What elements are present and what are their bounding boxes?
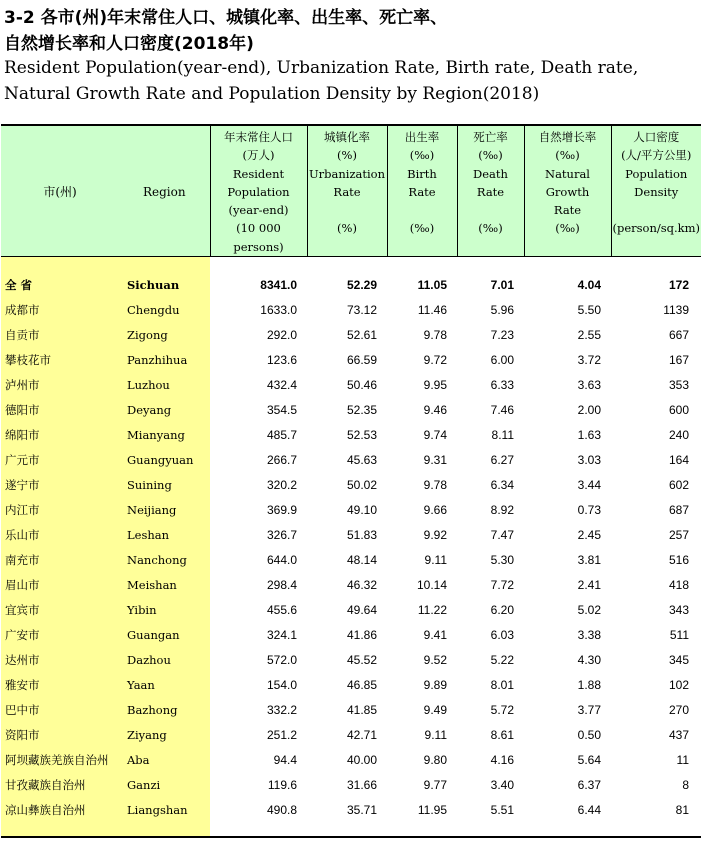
cell-resident-population: 320.2 xyxy=(266,477,297,492)
table-row xyxy=(1,597,701,622)
table-row xyxy=(1,497,701,522)
table-row xyxy=(1,572,701,597)
header-line: 人口密度 xyxy=(633,130,680,144)
cell-birth-rate: 9.66 xyxy=(423,502,447,517)
header-region-en: Region xyxy=(119,125,210,257)
table-row xyxy=(1,722,701,747)
cell-population-density: 240 xyxy=(668,427,689,442)
cell-birth-rate: 9.77 xyxy=(423,777,447,792)
cell-population-density: 516 xyxy=(668,552,689,567)
cell-death-rate: 8.11 xyxy=(491,427,514,442)
cell-death-rate: 6.34 xyxy=(490,477,514,492)
region-name-cn: 泸州市 xyxy=(1,372,119,397)
cell-death-rate: 7.46 xyxy=(490,402,514,417)
table-row xyxy=(1,297,701,322)
cell-urbanization-rate: 46.85 xyxy=(346,677,377,692)
cell-population-density: 667 xyxy=(668,327,689,342)
region-name-en: Zigong xyxy=(119,322,210,347)
cell-population-density: 81 xyxy=(675,802,689,817)
cell-resident-population: 154.0 xyxy=(266,677,297,692)
header-line: Growth xyxy=(545,184,590,199)
cell-death-rate: 8.01 xyxy=(490,677,514,692)
region-name-cn: 遂宁市 xyxy=(1,472,119,497)
header-line: Density xyxy=(634,184,679,199)
cell-natural-growth-rate: 6.37 xyxy=(577,777,601,792)
cell-urbanization-rate: 49.64 xyxy=(346,602,377,617)
table-row xyxy=(1,622,701,647)
header-line: (%) xyxy=(337,221,357,236)
header-city-cn: 市(州) xyxy=(1,125,119,257)
cell-resident-population: 354.5 xyxy=(266,402,297,417)
header-line: (人/平方公里) xyxy=(621,148,692,163)
table-row xyxy=(1,522,701,547)
header-line xyxy=(308,201,387,219)
header-line: Death xyxy=(473,166,508,181)
table-row xyxy=(1,322,701,347)
region-name-en: Nanchong xyxy=(119,547,210,572)
cell-death-rate: 6.03 xyxy=(490,627,514,642)
region-name-cn: 绵阳市 xyxy=(1,422,119,447)
cell-resident-population: 332.2 xyxy=(266,702,297,717)
cell-birth-rate: 9.31 xyxy=(423,452,447,467)
header-line: Urbanization xyxy=(308,166,386,181)
cell-death-rate: 5.30 xyxy=(490,552,514,567)
header-line: Rate xyxy=(476,184,505,199)
region-name-en: Aba xyxy=(119,747,210,772)
cell-birth-rate: 11.22 xyxy=(417,602,447,617)
header-line: 自然增长率 xyxy=(538,130,597,144)
cell-population-density: 345 xyxy=(668,652,689,667)
cell-population-density: 353 xyxy=(668,377,689,392)
cell-urbanization-rate: 52.29 xyxy=(346,277,377,292)
cell-birth-rate: 9.74 xyxy=(423,427,447,442)
region-name-cn: 宜宾市 xyxy=(1,597,119,622)
table-row xyxy=(1,447,701,472)
cell-natural-growth-rate: 5.02 xyxy=(577,602,601,617)
cell-resident-population: 644.0 xyxy=(266,552,297,567)
cell-death-rate: 7.01 xyxy=(490,277,514,292)
header-line xyxy=(612,201,702,219)
cell-resident-population: 8341.0 xyxy=(260,277,297,292)
region-name-en: Guangan xyxy=(119,622,210,647)
cell-birth-rate: 9.72 xyxy=(423,352,447,367)
cell-death-rate: 6.20 xyxy=(490,602,514,617)
cell-population-density: 257 xyxy=(668,527,689,542)
title-en-line2: Natural Growth Rate and Population Density by Region(2018) xyxy=(4,84,540,104)
region-name-en: Panzhihua xyxy=(119,347,210,372)
cell-resident-population: 490.8 xyxy=(266,802,297,817)
cell-death-rate: 8.61 xyxy=(490,727,514,742)
table-row xyxy=(1,372,701,397)
table-row-total xyxy=(1,272,701,297)
region-name-en: Yaan xyxy=(119,672,210,697)
cell-birth-rate: 9.49 xyxy=(423,702,447,717)
cell-death-rate: 6.27 xyxy=(490,452,514,467)
header-line: Rate xyxy=(553,203,582,218)
table-row xyxy=(1,747,701,772)
region-name-cn: 攀枝花市 xyxy=(1,347,119,372)
cell-birth-rate: 9.78 xyxy=(423,477,447,492)
region-name-cn: 雅安市 xyxy=(1,672,119,697)
cell-population-density: 1139 xyxy=(663,302,689,317)
header-line: Natural xyxy=(545,166,590,181)
table-row xyxy=(1,422,701,447)
header-birth-rate xyxy=(387,125,457,257)
cell-death-rate: 7.23 xyxy=(490,327,514,342)
header-resident-population xyxy=(210,125,307,257)
cell-birth-rate: 9.11 xyxy=(424,552,447,567)
cell-natural-growth-rate: 1.88 xyxy=(577,677,601,692)
header-natural-growth-rate xyxy=(524,125,611,257)
table-row xyxy=(1,797,701,822)
region-name-cn: 广元市 xyxy=(1,447,119,472)
region-name-en: Guangyuan xyxy=(119,447,210,472)
cell-resident-population: 326.7 xyxy=(266,527,297,542)
region-name-en: Bazhong xyxy=(119,697,210,722)
header-line: (‰) xyxy=(409,148,435,163)
header-line: 死亡率 xyxy=(473,130,508,144)
cell-death-rate: 5.22 xyxy=(490,652,514,667)
header-line: (‰) xyxy=(409,221,435,236)
cell-urbanization-rate: 51.83 xyxy=(346,527,377,542)
cell-population-density: 437 xyxy=(668,727,689,742)
cell-natural-growth-rate: 3.77 xyxy=(577,702,601,717)
cell-natural-growth-rate: 4.04 xyxy=(577,277,601,292)
cell-natural-growth-rate: 3.38 xyxy=(577,627,601,642)
table-row xyxy=(1,672,701,697)
header-line xyxy=(458,201,524,219)
cell-death-rate: 5.72 xyxy=(490,702,514,717)
title-cn-line2: 自然增长率和人口密度(2018年) xyxy=(4,34,254,54)
cell-urbanization-rate: 49.10 xyxy=(346,502,377,517)
region-name-en: Neijiang xyxy=(119,497,210,522)
cell-birth-rate: 9.78 xyxy=(423,327,447,342)
header-line: Birth xyxy=(407,166,437,181)
region-name-en: Leshan xyxy=(119,522,210,547)
region-name-en: Sichuan xyxy=(119,272,210,297)
region-name-cn: 阿坝藏族羌族自治州 xyxy=(1,747,119,772)
region-name-cn: 德阳市 xyxy=(1,397,119,422)
cell-resident-population: 432.4 xyxy=(266,377,297,392)
cell-natural-growth-rate: 4.30 xyxy=(577,652,601,667)
cell-urbanization-rate: 41.86 xyxy=(346,627,377,642)
cell-death-rate: 7.47 xyxy=(490,527,514,542)
header-line: Population xyxy=(227,184,290,199)
cell-urbanization-rate: 52.53 xyxy=(346,427,377,442)
cell-population-density: 343 xyxy=(668,602,689,617)
cell-population-density: 167 xyxy=(668,352,689,367)
table-row xyxy=(1,697,701,722)
cell-birth-rate: 9.41 xyxy=(423,627,447,642)
cell-population-density: 172 xyxy=(668,277,689,292)
cell-death-rate: 5.51 xyxy=(490,802,514,817)
cell-population-density: 511 xyxy=(669,627,689,642)
cell-natural-growth-rate: 6.44 xyxy=(577,802,601,817)
cell-resident-population: 369.9 xyxy=(266,502,297,517)
cell-birth-rate: 11.46 xyxy=(417,302,447,317)
cell-population-density: 418 xyxy=(668,577,689,592)
region-name-cn: 内江市 xyxy=(1,497,119,522)
header-line: Rate xyxy=(333,184,361,199)
cell-natural-growth-rate: 3.63 xyxy=(577,377,601,392)
table-row xyxy=(1,647,701,672)
region-name-cn: 成都市 xyxy=(1,297,119,322)
cell-death-rate: 4.16 xyxy=(490,752,514,767)
region-name-cn: 达州市 xyxy=(1,647,119,672)
cell-urbanization-rate: 42.71 xyxy=(346,727,377,742)
cell-urbanization-rate: 46.32 xyxy=(346,577,377,592)
region-name-cn: 资阳市 xyxy=(1,722,119,747)
cell-population-density: 600 xyxy=(668,402,689,417)
cell-death-rate: 3.40 xyxy=(490,777,514,792)
header-line: Population xyxy=(625,166,688,181)
cell-birth-rate: 9.80 xyxy=(423,752,447,767)
header-line xyxy=(388,201,457,219)
cell-resident-population: 123.6 xyxy=(266,352,297,367)
region-name-cn: 眉山市 xyxy=(1,572,119,597)
cell-resident-population: 251.2 xyxy=(266,727,297,742)
region-name-en: Mianyang xyxy=(119,422,210,447)
cell-natural-growth-rate: 0.73 xyxy=(577,502,601,517)
cell-resident-population: 1633.0 xyxy=(260,302,297,317)
region-name-en: Ganzi xyxy=(119,772,210,797)
region-name-cn: 广安市 xyxy=(1,622,119,647)
title-en-line1: Resident Population(year-end), Urbanization Rate, Birth rate, Death rate, xyxy=(4,58,639,78)
cell-urbanization-rate: 50.02 xyxy=(346,477,377,492)
cell-resident-population: 455.6 xyxy=(266,602,297,617)
table-row xyxy=(1,347,701,372)
cell-urbanization-rate: 45.52 xyxy=(346,652,377,667)
cell-natural-growth-rate: 3.81 xyxy=(577,552,601,567)
cell-resident-population: 572.0 xyxy=(266,652,297,667)
table-row xyxy=(1,547,701,572)
table-row xyxy=(1,472,701,497)
cell-urbanization-rate: 41.85 xyxy=(346,702,377,717)
cell-death-rate: 7.72 xyxy=(490,577,514,592)
region-name-cn: 甘孜藏族自治州 xyxy=(1,772,119,797)
cell-population-density: 602 xyxy=(668,477,689,492)
cell-urbanization-rate: 40.00 xyxy=(346,752,377,767)
cell-urbanization-rate: 48.14 xyxy=(346,552,377,567)
header-line: (year-end) xyxy=(228,203,289,218)
cell-death-rate: 6.33 xyxy=(490,377,514,392)
cell-resident-population: 298.4 xyxy=(266,577,297,592)
region-name-en: Yibin xyxy=(119,597,210,622)
region-name-en: Meishan xyxy=(119,572,210,597)
region-name-en: Suining xyxy=(119,472,210,497)
header-death-rate xyxy=(457,125,524,257)
cell-urbanization-rate: 52.35 xyxy=(346,402,377,417)
header-line: Resident xyxy=(232,166,285,181)
cell-population-density: 11 xyxy=(676,752,689,767)
table-header-row xyxy=(1,125,701,257)
cell-natural-growth-rate: 5.50 xyxy=(577,302,601,317)
cell-urbanization-rate: 35.71 xyxy=(346,802,377,817)
cell-natural-growth-rate: 0.50 xyxy=(577,727,601,742)
region-name-en: Ziyang xyxy=(119,722,210,747)
cell-birth-rate: 9.95 xyxy=(423,377,447,392)
cell-natural-growth-rate: 2.41 xyxy=(577,577,601,592)
cell-birth-rate: 11.05 xyxy=(417,277,447,292)
cell-natural-growth-rate: 1.63 xyxy=(577,427,601,442)
region-name-cn: 巴中市 xyxy=(1,697,119,722)
region-name-cn: 乐山市 xyxy=(1,522,119,547)
population-table xyxy=(1,124,701,838)
header-population-density xyxy=(611,125,701,257)
cell-natural-growth-rate: 2.55 xyxy=(577,327,601,342)
cell-population-density: 164 xyxy=(668,452,689,467)
cell-urbanization-rate: 31.66 xyxy=(346,777,377,792)
cell-birth-rate: 9.52 xyxy=(423,652,447,667)
cell-population-density: 8 xyxy=(682,777,689,792)
cell-death-rate: 6.00 xyxy=(490,352,514,367)
cell-birth-rate: 9.11 xyxy=(424,727,447,742)
header-line: (10 000 persons) xyxy=(233,221,284,254)
region-name-en: Luzhou xyxy=(119,372,210,397)
cell-population-density: 102 xyxy=(668,677,689,692)
table-row xyxy=(1,397,701,422)
cell-resident-population: 266.7 xyxy=(266,452,297,467)
cell-natural-growth-rate: 5.64 xyxy=(577,752,601,767)
cell-natural-growth-rate: 3.44 xyxy=(577,477,601,492)
title-cn-line1: 3-2 各市(州)年末常住人口、城镇化率、出生率、死亡率、 xyxy=(4,8,448,28)
cell-urbanization-rate: 73.12 xyxy=(346,302,377,317)
cell-population-density: 270 xyxy=(668,702,689,717)
cell-resident-population: 94.4 xyxy=(273,752,297,767)
header-urbanization-rate xyxy=(307,125,387,257)
cell-death-rate: 8.92 xyxy=(490,502,514,517)
cell-urbanization-rate: 66.59 xyxy=(346,352,377,367)
header-line: (‰) xyxy=(478,221,503,236)
cell-resident-population: 119.6 xyxy=(267,777,297,792)
table-row xyxy=(1,772,701,797)
cell-birth-rate: 9.46 xyxy=(423,402,447,417)
cell-population-density: 687 xyxy=(668,502,689,517)
cell-resident-population: 324.1 xyxy=(266,627,297,642)
cell-birth-rate: 9.89 xyxy=(423,677,447,692)
cell-birth-rate: 11.95 xyxy=(417,802,447,817)
header-line: (万人) xyxy=(242,148,275,163)
cell-urbanization-rate: 45.63 xyxy=(346,452,377,467)
cell-birth-rate: 10.14 xyxy=(416,577,447,592)
region-name-cn: 凉山彝族自治州 xyxy=(1,797,119,822)
header-line: (‰) xyxy=(555,221,580,236)
header-line: (%) xyxy=(337,148,357,163)
region-name-cn: 南充市 xyxy=(1,547,119,572)
region-name-cn: 全 省 xyxy=(1,272,119,297)
cell-death-rate: 5.96 xyxy=(490,302,514,317)
cell-urbanization-rate: 50.46 xyxy=(346,377,377,392)
region-name-en: Dazhou xyxy=(119,647,210,672)
header-line: Rate xyxy=(408,184,436,199)
cell-natural-growth-rate: 2.45 xyxy=(577,527,601,542)
cell-natural-growth-rate: 3.03 xyxy=(577,452,601,467)
cell-resident-population: 485.7 xyxy=(266,427,297,442)
header-line: (person/sq.km) xyxy=(612,221,701,236)
region-name-en: Chengdu xyxy=(119,297,210,322)
region-name-en: Liangshan xyxy=(119,797,210,822)
header-line: (‰) xyxy=(555,148,580,163)
header-line: 年末常住人口 xyxy=(224,130,293,144)
header-line: (‰) xyxy=(478,148,503,163)
cell-natural-growth-rate: 2.00 xyxy=(577,402,601,417)
header-line: 城镇化率 xyxy=(324,130,370,144)
cell-natural-growth-rate: 3.72 xyxy=(577,352,601,367)
cell-resident-population: 292.0 xyxy=(266,327,297,342)
cell-urbanization-rate: 52.61 xyxy=(346,327,377,342)
cell-birth-rate: 9.92 xyxy=(423,527,447,542)
header-line: 出生率 xyxy=(404,130,440,144)
region-name-cn: 自贡市 xyxy=(1,322,119,347)
region-name-en: Deyang xyxy=(119,397,210,422)
